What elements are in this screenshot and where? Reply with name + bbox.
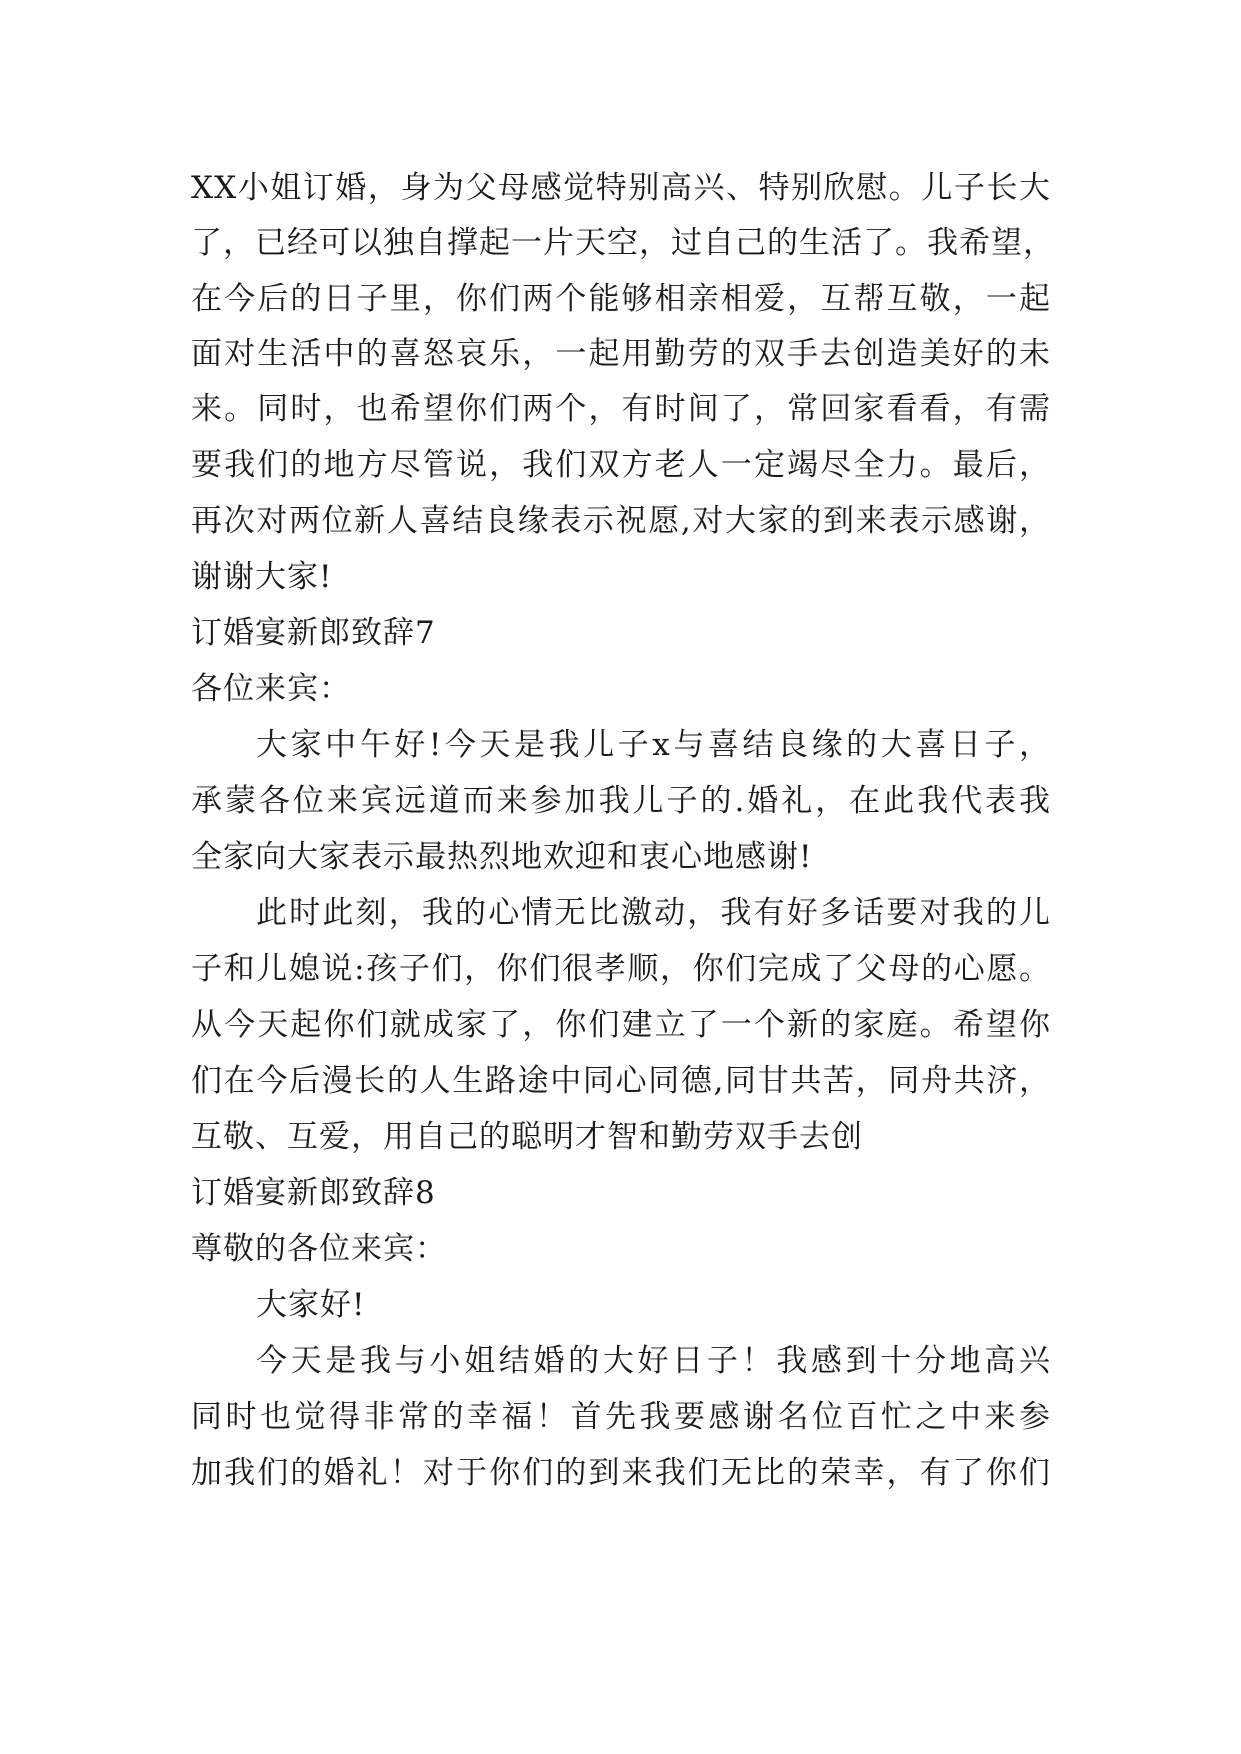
body-text-line: 加我们的婚礼！对于你们的到来我们无比的荣幸，有了你们 — [191, 1455, 1051, 1491]
body-text-line: 此时此刻，我的心情无比激动，我有好多话要对我的儿 — [256, 895, 1051, 931]
body-text-line: 大家中午好!今天是我儿子x与喜结良缘的大喜日子， — [256, 727, 1051, 763]
section-heading: 订婚宴新郎致辞7 — [191, 615, 436, 651]
body-text-line: 们在今后漫长的人生路途中同心同德,同甘共苦，同舟共济， — [191, 1063, 1051, 1099]
body-text-line: 从今天起你们就成家了，你们建立了一个新的家庭。希望你 — [191, 1007, 1051, 1043]
body-text-line: 在今后的日子里，你们两个能够相亲相爱，互帮互敬，一起 — [191, 281, 1051, 317]
body-text-line: 要我们的地方尽管说，我们双方老人一定竭尽全力。最后， — [191, 447, 1051, 483]
body-text-line: XX小姐订婚，身为父母感觉特别高兴、特别欣慰。儿子长大 — [191, 170, 1051, 206]
body-text-line: 互敬、互爱，用自己的聪明才智和勤劳双手去创 — [191, 1119, 863, 1155]
salutation: 尊敬的各位来宾： — [191, 1231, 447, 1267]
body-text-line: 同时也觉得非常的幸福！首先我要感谢名位百忙之中来参 — [191, 1399, 1051, 1435]
body-text-line: 今天是我与小姐结婚的大好日子！我感到十分地高兴 — [256, 1343, 1051, 1379]
body-text-line: 面对生活中的喜怒哀乐，一起用勤劳的双手去创造美好的未 — [191, 336, 1051, 372]
body-text-line: 谢谢大家! — [191, 559, 333, 595]
section-heading: 订婚宴新郎致辞8 — [191, 1175, 436, 1211]
body-text-line: 全家向大家表示最热烈地欢迎和衷心地感谢! — [191, 839, 813, 875]
body-text-line: 子和儿媳说:孩子们，你们很孝顺，你们完成了父母的心愿。 — [191, 951, 1051, 987]
body-text-line: 再次对两位新人喜结良缘表示祝愿,对大家的到来表示感谢， — [191, 503, 1051, 539]
body-text-line: 了，已经可以独自撑起一片天空，过自己的生活了。我希望， — [191, 225, 1055, 261]
body-text-line: 来。同时，也希望你们两个，有时间了，常回家看看，有需 — [191, 391, 1051, 427]
greeting-line: 大家好! — [256, 1287, 366, 1323]
salutation: 各位来宾： — [191, 671, 351, 707]
body-text-line: 承蒙各位来宾远道而来参加我儿子的.婚礼，在此我代表我 — [191, 783, 1051, 819]
